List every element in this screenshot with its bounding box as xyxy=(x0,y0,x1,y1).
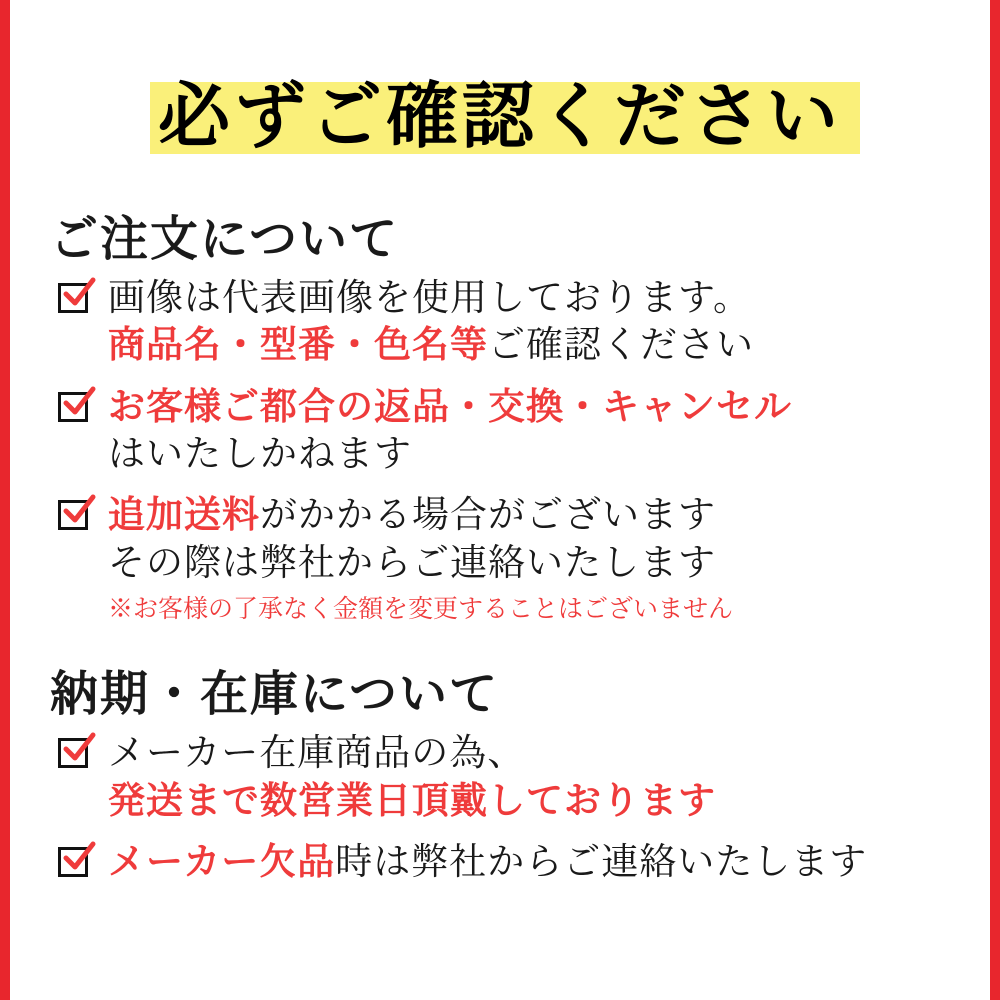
item-line xyxy=(108,839,990,886)
item-line-suffix: 時は弊社からご連絡いたします xyxy=(335,841,868,883)
section-delivery xyxy=(10,655,990,886)
section-order xyxy=(10,200,990,625)
section-heading-order: ご注文について xyxy=(50,213,400,266)
left-red-border xyxy=(0,0,10,1000)
checkbox-checked-icon xyxy=(56,279,94,317)
item-line xyxy=(108,322,990,369)
checkbox-checked-icon xyxy=(56,843,94,881)
title-block xyxy=(10,30,990,180)
item-line: はいたしかねます xyxy=(108,434,412,476)
item-line xyxy=(108,492,990,539)
item-line: お客様ご都合の返品・交換・キャンセル xyxy=(108,386,792,428)
item-line-emphasis: メーカー欠品 xyxy=(108,841,336,883)
item-line-suffix: ご確認ください xyxy=(488,325,754,367)
item-line: 発送まで数営業日頂戴しております xyxy=(108,780,716,822)
item-line: 画像は代表画像を使用しております。 xyxy=(108,278,752,319)
notice-content xyxy=(10,0,990,1000)
item-line: その際は弊社からご連絡いたします xyxy=(108,542,716,584)
item-line-emphasis: 商品名・型番・色名等 xyxy=(108,325,488,367)
checkbox-checked-icon xyxy=(56,496,94,534)
section-heading-delivery: 納期・在庫について xyxy=(50,668,500,722)
item-note: ※お客様の了承なく金額を変更することはございません xyxy=(108,596,734,624)
right-red-border xyxy=(990,0,1000,1000)
item-line: メーカー在庫商品の為、 xyxy=(108,733,526,775)
list-item xyxy=(56,839,990,886)
item-line-suffix: がかかる場合がございます xyxy=(260,495,716,537)
item-line-emphasis: 追加送料 xyxy=(108,495,260,537)
page-title: 必ずご確認ください xyxy=(157,77,842,157)
checkbox-checked-icon xyxy=(56,388,94,426)
checkbox-checked-icon xyxy=(56,734,94,772)
list-item xyxy=(56,492,990,625)
list-item xyxy=(56,275,990,370)
list-item xyxy=(56,730,990,825)
list-item xyxy=(56,384,990,479)
